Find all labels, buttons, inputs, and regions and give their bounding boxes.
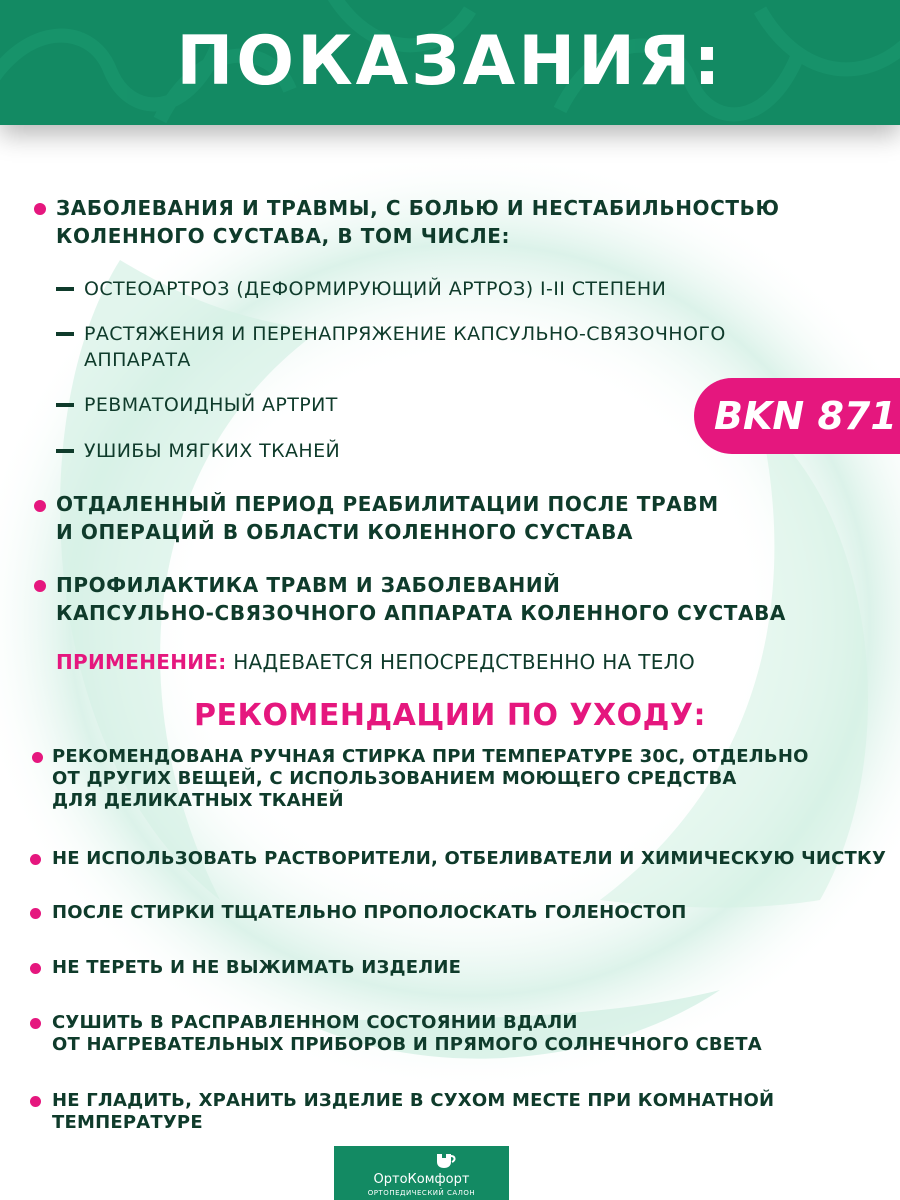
logo-name: ОртоКомфорт: [373, 1172, 470, 1187]
care-item: НЕ ИСПОЛЬЗОВАТЬ РАСТВОРИТЕЛИ, ОТБЕЛИВАТЕЛИ И ХИМИЧЕСКУЮ ЧИСТКУ: [52, 848, 887, 869]
bullet-dot-icon: [30, 963, 41, 974]
sub-item: РАСТЯЖЕНИЯ И ПЕРЕНАПРЯЖЕНИЕ КАПСУЛЬНО-СВЯЗОЧНОГО АППАРАТА: [84, 323, 726, 371]
bullet-dot-icon: [30, 1096, 41, 1107]
sub-item: РЕВМАТОИДНЫЙ АРТРИТ: [84, 394, 338, 416]
cup-icon: [435, 1152, 457, 1170]
care-title: РЕКОМЕНДАЦИИ ПО УХОДУ:: [193, 698, 707, 733]
dash-icon: [56, 332, 74, 336]
bullet-dot-icon: [30, 1018, 41, 1029]
bullet-dot-icon: [32, 752, 43, 763]
care-item: СУШИТЬ В РАСПРАВЛЕННОМ СОСТОЯНИИ ВДАЛИ ОТ НАГРЕВАТЕЛЬНЫХ ПРИБОРОВ И ПРЯМОГО СОЛНЕЧНОГО СВЕТА: [52, 1012, 762, 1055]
page-title: ПОКАЗАНИЯ:: [176, 22, 724, 101]
brand-logo: [334, 1146, 509, 1200]
bullet-dot-icon: [30, 908, 41, 919]
bullet-dot-icon: [34, 203, 46, 215]
logo-subtitle: ОРТОПЕДИЧЕСКИЙ САЛОН: [367, 1189, 476, 1197]
sub-item: ОСТЕОАРТРОЗ (ДЕФОРМИРУЮЩИЙ АРТРОЗ) I-II СТЕПЕНИ: [84, 278, 667, 300]
bullet-dot-icon: [34, 580, 46, 592]
bullet-dot-icon: [30, 854, 41, 865]
bullet-dot-icon: [34, 500, 46, 512]
dash-icon: [56, 449, 74, 453]
model-badge: BKN 871: [694, 378, 900, 454]
indication-item: ОТДАЛЕННЫЙ ПЕРИОД РЕАБИЛИТАЦИИ ПОСЛЕ ТРАВМ И ОПЕРАЦИЙ В ОБЛАСТИ КОЛЕННОГО СУСТАВА: [56, 492, 719, 544]
indication-item: ЗАБОЛЕВАНИЯ И ТРАВМЫ, С БОЛЬЮ И НЕСТАБИЛЬНОСТЬЮ КОЛЕННОГО СУСТАВА, В ТОМ ЧИСЛЕ:: [56, 196, 780, 248]
usage-line: [56, 648, 695, 676]
care-item: РЕКОМЕНДОВАНА РУЧНАЯ СТИРКА ПРИ ТЕМПЕРАТУРЕ 30С, ОТДЕЛЬНО ОТ ДРУГИХ ВЕЩЕЙ, С ИСПОЛЬЗОВАНИЕМ МОЮЩЕГО СРЕДСТВА ДЛЯ ДЕЛИКАТНЫХ ТКАНЕЙ: [52, 746, 809, 811]
usage-label: ПРИМЕНЕНИЕ:: [56, 650, 227, 674]
care-item: НЕ ГЛАДИТЬ, ХРАНИТЬ ИЗДЕЛИЕ В СУХОМ МЕСТЕ ПРИ КОМНАТНОЙ ТЕМПЕРАТУРЕ: [52, 1090, 775, 1133]
care-item: НЕ ТЕРЕТЬ И НЕ ВЫЖИМАТЬ ИЗДЕЛИЕ: [52, 957, 462, 978]
sub-item: УШИБЫ МЯГКИХ ТКАНЕЙ: [84, 440, 341, 462]
dash-icon: [56, 403, 74, 407]
usage-value: НАДЕВАЕТСЯ НЕПОСРЕДСТВЕННО НА ТЕЛО: [233, 650, 696, 674]
indication-item: ПРОФИЛАКТИКА ТРАВМ И ЗАБОЛЕВАНИЙ КАПСУЛЬНО-СВЯЗОЧНОГО АППАРАТА КОЛЕННОГО СУСТАВА: [56, 573, 786, 625]
dash-icon: [56, 287, 74, 291]
care-item: ПОСЛЕ СТИРКИ ТЩАТЕЛЬНО ПРОПОЛОСКАТЬ ГОЛЕНОСТОП: [52, 902, 687, 923]
